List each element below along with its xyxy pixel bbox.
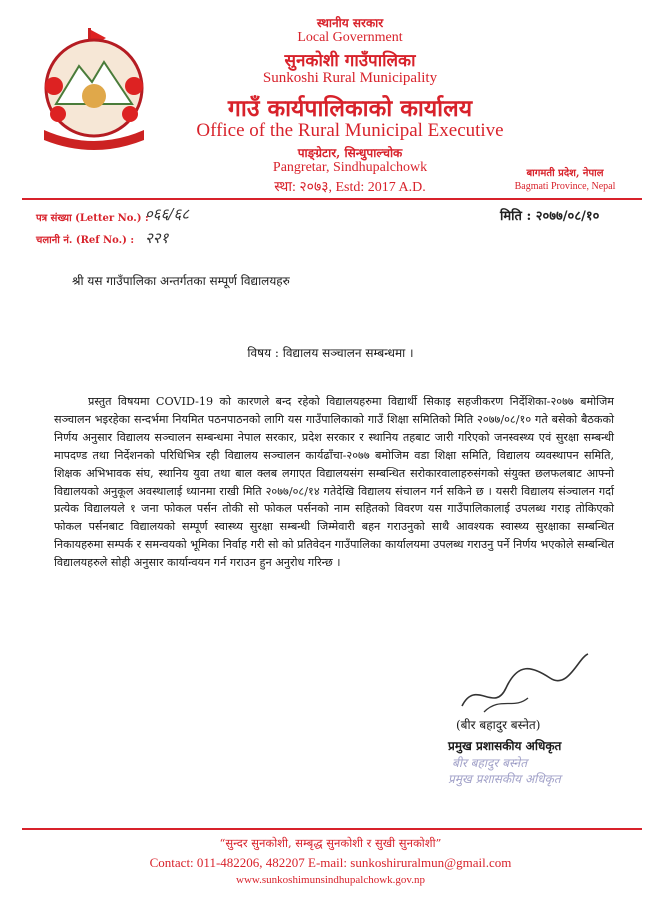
stamp-name: बीर बहादुर बस्नेत [452,756,528,770]
header-divider [22,198,642,200]
handwritten-signature [454,648,594,718]
nepal-emblem-icon [34,26,154,154]
stamp-title: प्रमुख प्रशासकीय अधिकृत [448,772,561,786]
ref-no-value: २२१ [145,229,169,247]
letter-no-label: पत्र संख्या (Letter No.) : [36,213,149,224]
footer-contact: Contact: 011-482206, 482207 E-mail: sunkoshiruralmun@gmail.com [149,855,512,870]
footer-slogan: “सुन्दर सुनकोशी, सम्बृद्ध सुनकोशी र सुखी सुनकोशी” [219,836,442,850]
letter-no-value: ०६६/६८ [145,205,190,223]
letter-date: मिति : २०७७/०८/१० [500,209,600,224]
header-established: स्था: २०७३, Estd: 2017 A.D. [274,180,426,195]
subject-line: विषय : विद्यालय सञ्चालन सम्बन्धमा । [247,346,414,360]
signatory-name: (बीर बहादुर बस्नेत) [456,718,541,732]
header-address-np: पाङ्ग्रेटार, सिन्धुपाल्चोक [297,146,403,160]
body-paragraph: प्रस्तुत विषयमा COVID-19 को कारणले बन्द रहेको विद्यालयहरुमा विद्यार्थी सिकाइ सहजीकरण निर्देशिका-२०७७ बमोजिम सञ्चालन भइरहेका सन्दर्भमा नियमित पठनपाठनको लागि यस गाउँपालिकाको गाउँ शिक्षा समितिको मिति २०७७/०८/१० गते बसेको बैठकको निर्णय अनुसार विद्यालय सञ्चालन सम्बन्धमा नेपाल सरकार, प्रदेश सरकार र स्थानिय तहबाट जारी गरिएको जनस्वस्थ्य एवं सुरक्षा सम्बन्धी मापदण्ड तथा निर्देशनको परिधिभित्र रही विद्यालय सञ्चालन कार्यढाँचा-२०७७ बमोजिम वडा शिक्षा समिति, विद्यालय व्यवस्थापन समिति, शिक्षक अभिभावक संघ, स्थानिय युवा तथा बाल क्लब लगाएत विद्यालयसंग सम्बन्धित सरोकारवालाहरुसंगको संयुक्त छलफलबाट आफ्नो विद्यालयको अनुकूल अवस्थालाई ध्यानमा राखी मिति २०७७/०८/१४ गतेदेखि विद्यालय संचालन गर्न सकिने छ । यसरी विद्यालय संञ्चालन गर्दा प्रत्येक विद्यालयले १ जना फोकल पर्सन तोकी सो फोकल पर्सनको नाम सहितको विवरण यस गाउँपालिकालाई उपलब्ध गराइ तोकिएको फोकल पर्सनबाट विद्यालयको सम्पूर्ण स्वास्थ्य सुरक्षा सम्बन्धी जिम्मेवारी बहन गराउनुको साथै आवश्यक स्वास्थ्य सुरक्षाका सम्बन्धित निकायहरुमा सम्पर्क र समन्वयको भूमिका निर्वाह गरी सो को प्रतिवेदन गाउँपालिका कार्यालयमा उपलब्ध गराउनु पर्ने निर्णय भएकोले सम्बन्धित विद्यालयहरुले सोही अनुसार कार्यान्वयन गर्न गराउन हुन अनुरोध गरिन्छ । [54,395,614,570]
province-en: Bagmati Province, Nepal [514,181,616,192]
header-local-govt-en: Local Government [297,30,403,45]
addressee: श्री यस गाउँपालिका अन्तर्गतका सम्पूर्ण विद्यालयहरु [72,274,290,288]
signatory-title: प्रमुख प्रशासकीय अधिकृत [448,739,562,753]
province-np: बागमती प्रदेश, नेपाल [526,168,604,179]
header-office-np: गाउँ कार्यपालिकाको कार्यालय [227,95,473,122]
footer-divider [22,828,642,830]
header-municipality-np: सुनकोशी गाउँपालिका [284,51,416,71]
header-office-en: Office of the Rural Municipal Executive [196,120,504,141]
ref-no-label: चलानी नं. (Ref No.) : [36,235,135,246]
footer-website: www.sunkoshimunsindhupalchowk.gov.np [236,874,425,886]
header-local-govt-np: स्थानीय सरकार [316,16,384,30]
letter-body [54,393,614,572]
header-address-en: Pangretar, Sindhupalchowk [272,160,428,175]
header-municipality-en: Sunkoshi Rural Municipality [262,70,438,86]
